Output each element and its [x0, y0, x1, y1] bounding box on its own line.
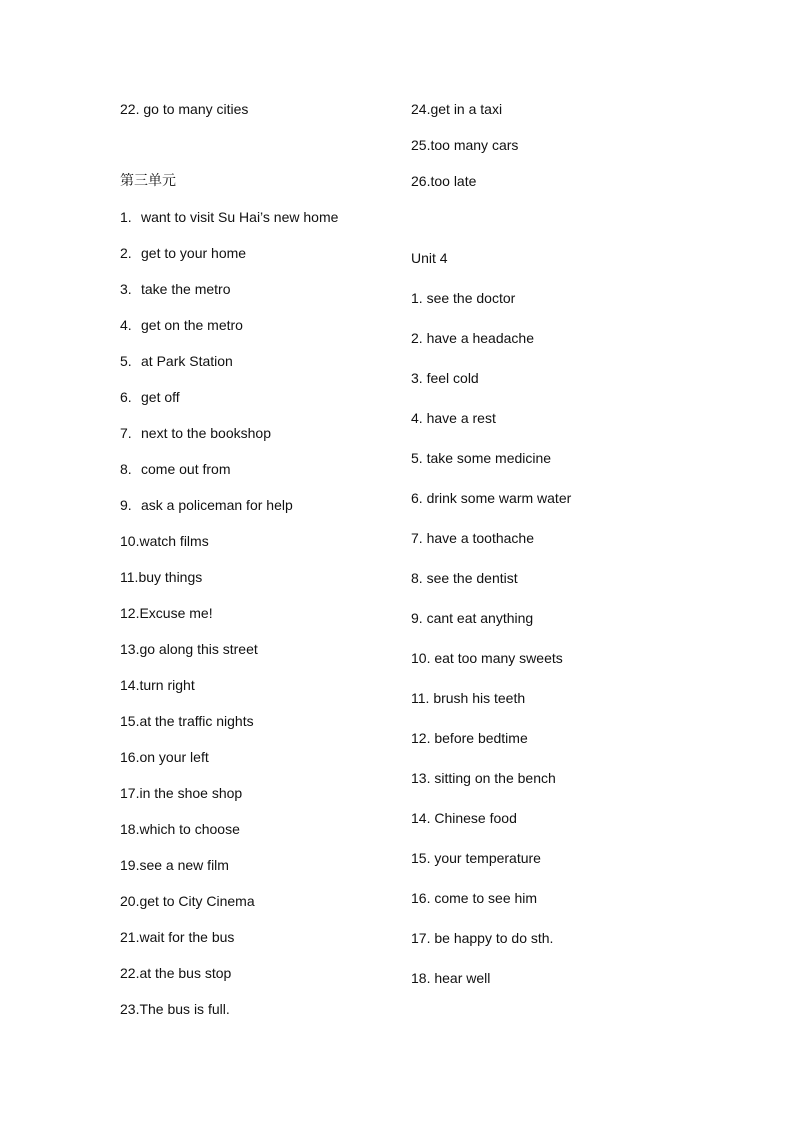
list-item — [120, 531, 209, 551]
item-text: see a new film — [139, 857, 229, 873]
item-number: 9. — [120, 497, 132, 513]
list-item — [120, 567, 202, 587]
item-number: 5. — [120, 353, 132, 369]
item-text: go along this street — [139, 641, 258, 657]
list-item — [120, 387, 180, 407]
unit4-heading: Unit 4 — [411, 250, 448, 266]
list-item: 4. have a rest — [411, 410, 496, 426]
list-item: 18. hear well — [411, 970, 491, 986]
item-number: 4. — [120, 317, 132, 333]
item-text: get off — [141, 389, 180, 405]
list-item: 16. come to see him — [411, 890, 538, 906]
list-item: 8. see the dentist — [411, 570, 518, 586]
list-item — [120, 855, 229, 875]
list-item — [120, 819, 240, 839]
item-number: 19. — [120, 857, 140, 873]
item-text: want to visit Su Hai’s new home — [141, 209, 339, 225]
item-text: get on the metro — [141, 317, 243, 333]
item-number: 17. — [120, 785, 140, 801]
list-item-26: 26.too late — [411, 173, 477, 189]
list-item — [120, 747, 209, 767]
item-number: 22. — [120, 965, 140, 981]
item-text: come out from — [141, 461, 231, 477]
item-text: get to your home — [141, 245, 247, 261]
list-item — [120, 423, 271, 443]
list-item-22: 22. go to many cities — [120, 101, 249, 117]
item-number: 6. — [120, 389, 132, 405]
item-text: at the bus stop — [139, 965, 232, 981]
list-item: 11. brush his teeth — [411, 690, 526, 706]
list-item: 2. have a headache — [411, 330, 534, 346]
item-text: watch films — [139, 533, 209, 549]
item-number: 13. — [120, 641, 140, 657]
list-item — [120, 891, 255, 911]
list-item — [120, 783, 242, 803]
item-number: 7. — [120, 425, 132, 441]
list-item — [120, 351, 233, 371]
list-item: 7. have a toothache — [411, 530, 534, 546]
item-number: 14. — [120, 677, 140, 693]
item-number: 8. — [120, 461, 132, 477]
list-item — [120, 927, 234, 947]
item-text: Excuse me! — [139, 605, 213, 621]
list-item-25: 25.too many cars — [411, 137, 519, 153]
list-item — [120, 279, 231, 299]
item-number: 2. — [120, 245, 132, 261]
list-item: 12. before bedtime — [411, 730, 528, 746]
list-item — [120, 495, 293, 515]
list-item: 15. your temperature — [411, 850, 541, 866]
list-item — [120, 639, 258, 659]
item-text: buy things — [138, 569, 203, 585]
list-item — [120, 603, 213, 623]
item-text: get to City Cinema — [139, 893, 255, 909]
item-text: on your left — [139, 749, 209, 765]
list-item — [120, 315, 243, 335]
list-item: 10. eat too many sweets — [411, 650, 563, 666]
list-item — [120, 711, 254, 731]
item-number: 23. — [120, 1001, 140, 1017]
list-item: 17. be happy to do sth. — [411, 930, 554, 946]
list-item — [120, 207, 338, 227]
list-item — [120, 459, 230, 479]
item-text: at Park Station — [141, 353, 233, 369]
list-item — [120, 999, 230, 1019]
item-text: The bus is full. — [139, 1001, 230, 1017]
list-item: 3. feel cold — [411, 370, 479, 386]
item-number: 16. — [120, 749, 140, 765]
item-number: 11. — [120, 569, 139, 585]
list-item — [120, 675, 195, 695]
list-item-24: 24.get in a taxi — [411, 101, 503, 117]
list-item: 9. cant eat anything — [411, 610, 534, 626]
item-text: turn right — [139, 677, 195, 693]
item-number: 20. — [120, 893, 140, 909]
item-text: ask a policeman for help — [141, 497, 293, 513]
item-text: take the metro — [141, 281, 231, 297]
item-text: in the shoe shop — [139, 785, 243, 801]
list-item: 14. Chinese food — [411, 810, 517, 826]
item-number: 15. — [120, 713, 140, 729]
item-text: at the traffic nights — [139, 713, 254, 729]
list-item: 6. drink some warm water — [411, 490, 572, 506]
unit3-heading: 第三单元 — [120, 173, 176, 189]
item-number: 10. — [120, 533, 140, 549]
list-item — [120, 963, 231, 983]
item-number: 12. — [120, 605, 140, 621]
item-number: 1. — [120, 209, 132, 225]
list-item: 13. sitting on the bench — [411, 770, 556, 786]
list-item: 5. take some medicine — [411, 450, 552, 466]
item-text: next to the bookshop — [141, 425, 271, 441]
item-text: which to choose — [139, 821, 240, 837]
item-number: 21. — [120, 929, 140, 945]
item-text: wait for the bus — [139, 929, 235, 945]
item-number: 18. — [120, 821, 140, 837]
item-number: 3. — [120, 281, 132, 297]
list-item — [120, 243, 246, 263]
list-item: 1. see the doctor — [411, 290, 516, 306]
